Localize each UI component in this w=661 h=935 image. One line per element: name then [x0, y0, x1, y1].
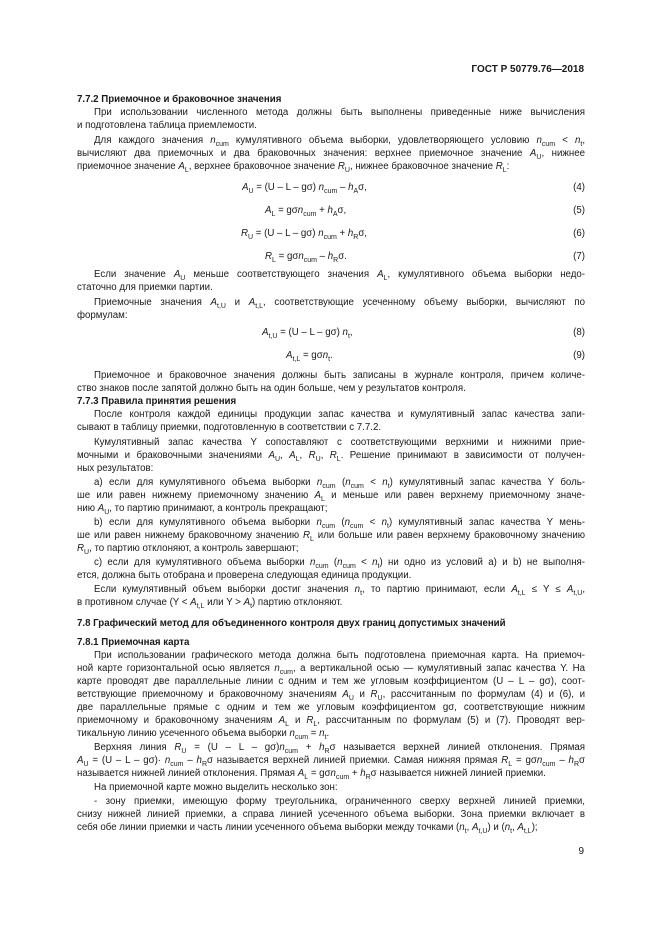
text-line: две параллельные прямые с одним и тем же угловым коэффициентом gσ, соответствующие нижним [77, 702, 585, 713]
text-line: ство знаков после запятой должно быть на один больше, чем у результатов контроля. [77, 383, 466, 394]
formula-expression: $A_{t,L} = g\sigma n_t$. [286, 350, 333, 363]
text-line: a) если для кумулятивного объема выборки $n_{cum}$ $(n_{cum} < n_t)$ кумулятивный запас качества Y боль- [94, 477, 586, 490]
text-line: ных результатов: [77, 463, 154, 474]
text-line: Для каждого значения $n_{cum}$ кумулятивного объема выборки, удовлетворяющего условию $n_{cum} < n_t$, [94, 135, 586, 148]
text-line: формулам: [77, 310, 128, 321]
text-line: ше или равен нижнему приемочному значению $A_L$ и меньше или равен верхнему приемочному значе- [77, 490, 585, 503]
text-line: карте проводят две параллельные линии с одним и тем же угловым коэффициентом (U – L – gσ), соот- [77, 676, 585, 687]
formula-number: (7) [573, 251, 585, 262]
text-line: При использовании графического метода должна быть подготовлена приемочная карта. На приемоч- [94, 650, 585, 661]
text-line: $R_U$, то партию отклоняют, а контроль завершают; [77, 543, 299, 556]
document-header: ГОСТ Р 50779.76—2018 [471, 64, 584, 75]
formula-number: (9) [573, 350, 585, 361]
section-heading: 7.7.3 Правила принятия решения [77, 396, 237, 407]
section-heading: 7.8.1 Приемочная карта [77, 637, 190, 648]
text-line: После контроля каждой единицы продукции запас качества и кумулятивный запас качества запи- [94, 409, 585, 420]
text-line: называется нижней линией отклонения. Прямая $A_L = g\sigma n_{cum} + h_R\sigma$ называется нижней линией приемки. [77, 768, 546, 781]
text-line: тикальную линию усеченного объема выборки $n_{cum} = n_t$. [77, 728, 330, 741]
text-line: На приемочной карте можно выделить несколько зон: [94, 782, 338, 793]
text-line: нию $A_U$, то партию принимают, а контроль прекращают; [77, 503, 328, 516]
text-line: $A_U = (U - L - g\sigma)\cdot n_{cum} - h_R\sigma$ называется верхней линией приемки. Самая нижняя прямая $R_L = g\sigma n_{cum} - h_R\sigma$ [77, 755, 585, 768]
formula-expression: $R_U = (U - L - g\sigma) n_{cum} + h_R\sigma$, [241, 228, 367, 241]
section-heading: 7.7.2 Приемочное и браковочное значения [77, 94, 282, 105]
text-line: Если значение $A_U$ меньше соответствующего значения $A_L$, кумулятивного объема выборки недо- [94, 269, 585, 282]
text-line: Приемочное и браковочное значения должны быть записаны в журнале контроля, причем количе- [94, 370, 585, 381]
formula-expression: $A_{t,U} = (U - L - g\sigma)$ $n_t$, [262, 327, 353, 340]
formula-expression: $A_L = g\sigma n_{cum} + h_A\sigma$, [265, 205, 347, 218]
text-line: ветствующие приемочному и браковочному значениям $A_U$ и $R_U$, рассчитанным по формулам (4) и (6), и [77, 689, 586, 702]
text-line: Кумулятивный запас качества Y сопоставляют с соответствующими верхними и нижними прие- [94, 437, 585, 448]
text-line: снизу нижней линией приемки, а справа линией усеченного объема выборки. Зона приемки включает в [77, 809, 585, 820]
text-line: - зону приемки, имеющую форму треугольника, ограниченного сверху верхней линией приемки, [94, 796, 585, 807]
text-line: Приемочные значения $A_{t,U}$ и $A_{t,L}$, соответствующие усеченному объему выборки, вычисляют по [94, 297, 585, 310]
text-line: Если кумулятивный объем выборки достиг значения $n_t$, то партию принимают, если $A_{t,L} \le Y \le A_{t,U}$, [94, 584, 586, 597]
text-line: сывают в таблицу приемки, подготовленную в соответствии с 7.7.2. [77, 422, 382, 433]
text-line: в противном случае ($Y < A_{t,L}$ или $Y > A_t$) партию отклоняют. [77, 597, 343, 610]
text-line: При использовании численного метода должны быть выполнены приведенные ниже вычисления [94, 107, 585, 118]
text-line: вычисляют два приемочных и два браковочных значения: верхнее приемочное значение $A_U$, нижнее [77, 148, 585, 161]
formula-number: (6) [573, 228, 585, 239]
text-line: приемочное значение $A_L$, верхнее браковочное значение $R_U$, нижнее браковочное значение $R_L$: [77, 161, 510, 174]
text-line: и подготовлена таблица приемлемости. [77, 120, 257, 131]
text-line: b) если для кумулятивного объема выборки $n_{cum}$ $(n_{cum} < n_t)$ кумулятивный запас качества Y мень- [94, 517, 585, 530]
text-line: ше или равен нижнему браковочному значению $R_L$ или больше или равен верхнему браковочному значению [77, 530, 585, 543]
formula-number: (8) [573, 327, 585, 338]
formula-expression: $A_U = (U - L - g\sigma)$ $n_{cum} - h_A\sigma$, [242, 182, 367, 195]
text-line: ной карте горизонтальной осью является $n_{cum}$, а вертикальной осью — кумулятивный запас качества Y. На [77, 663, 585, 676]
formula-number: (4) [573, 182, 585, 193]
text-line: себя обе линии приемки и часть линии усеченного объема выборки между точками ($n_t$, $A_{t,U}$) и ($n_t$, $A_{t,L}$); [77, 822, 538, 835]
text-line: c) если для кумулятивного объема выборки $n_{cum}$ $(n_{cum} < n_t)$ ни одно из условий a) и b) не выполня- [94, 557, 586, 570]
section-heading: 7.8 Графический метод для объединенного контроля двух границ допустимых значений [77, 618, 506, 629]
formula-expression: $R_L = g\sigma n_{cum} - h_R\sigma$. [265, 251, 347, 264]
formula-number: (5) [573, 205, 585, 216]
page-number: 9 [578, 846, 584, 857]
text-line: мочными и браковочными значениями $A_U$, $A_L$, $R_U$, $R_L$. Решение принимают в зависимости от получен- [77, 450, 585, 463]
text-line: ется, должна быть отобрана и проверена следующая единица продукции. [77, 570, 412, 581]
text-line: приемочному и браковочному значениям $A_L$ и $R_L$, рассчитанным по формулам (5) и (7). Проводят вер- [77, 715, 585, 728]
text-line: статочно для приемки партии. [77, 282, 213, 293]
text-line: Верхняя линия $R_U = (U - L - g\sigma)n_{cum} + h_R\sigma$ называется верхней линией отклонения. Прямая [94, 742, 585, 755]
